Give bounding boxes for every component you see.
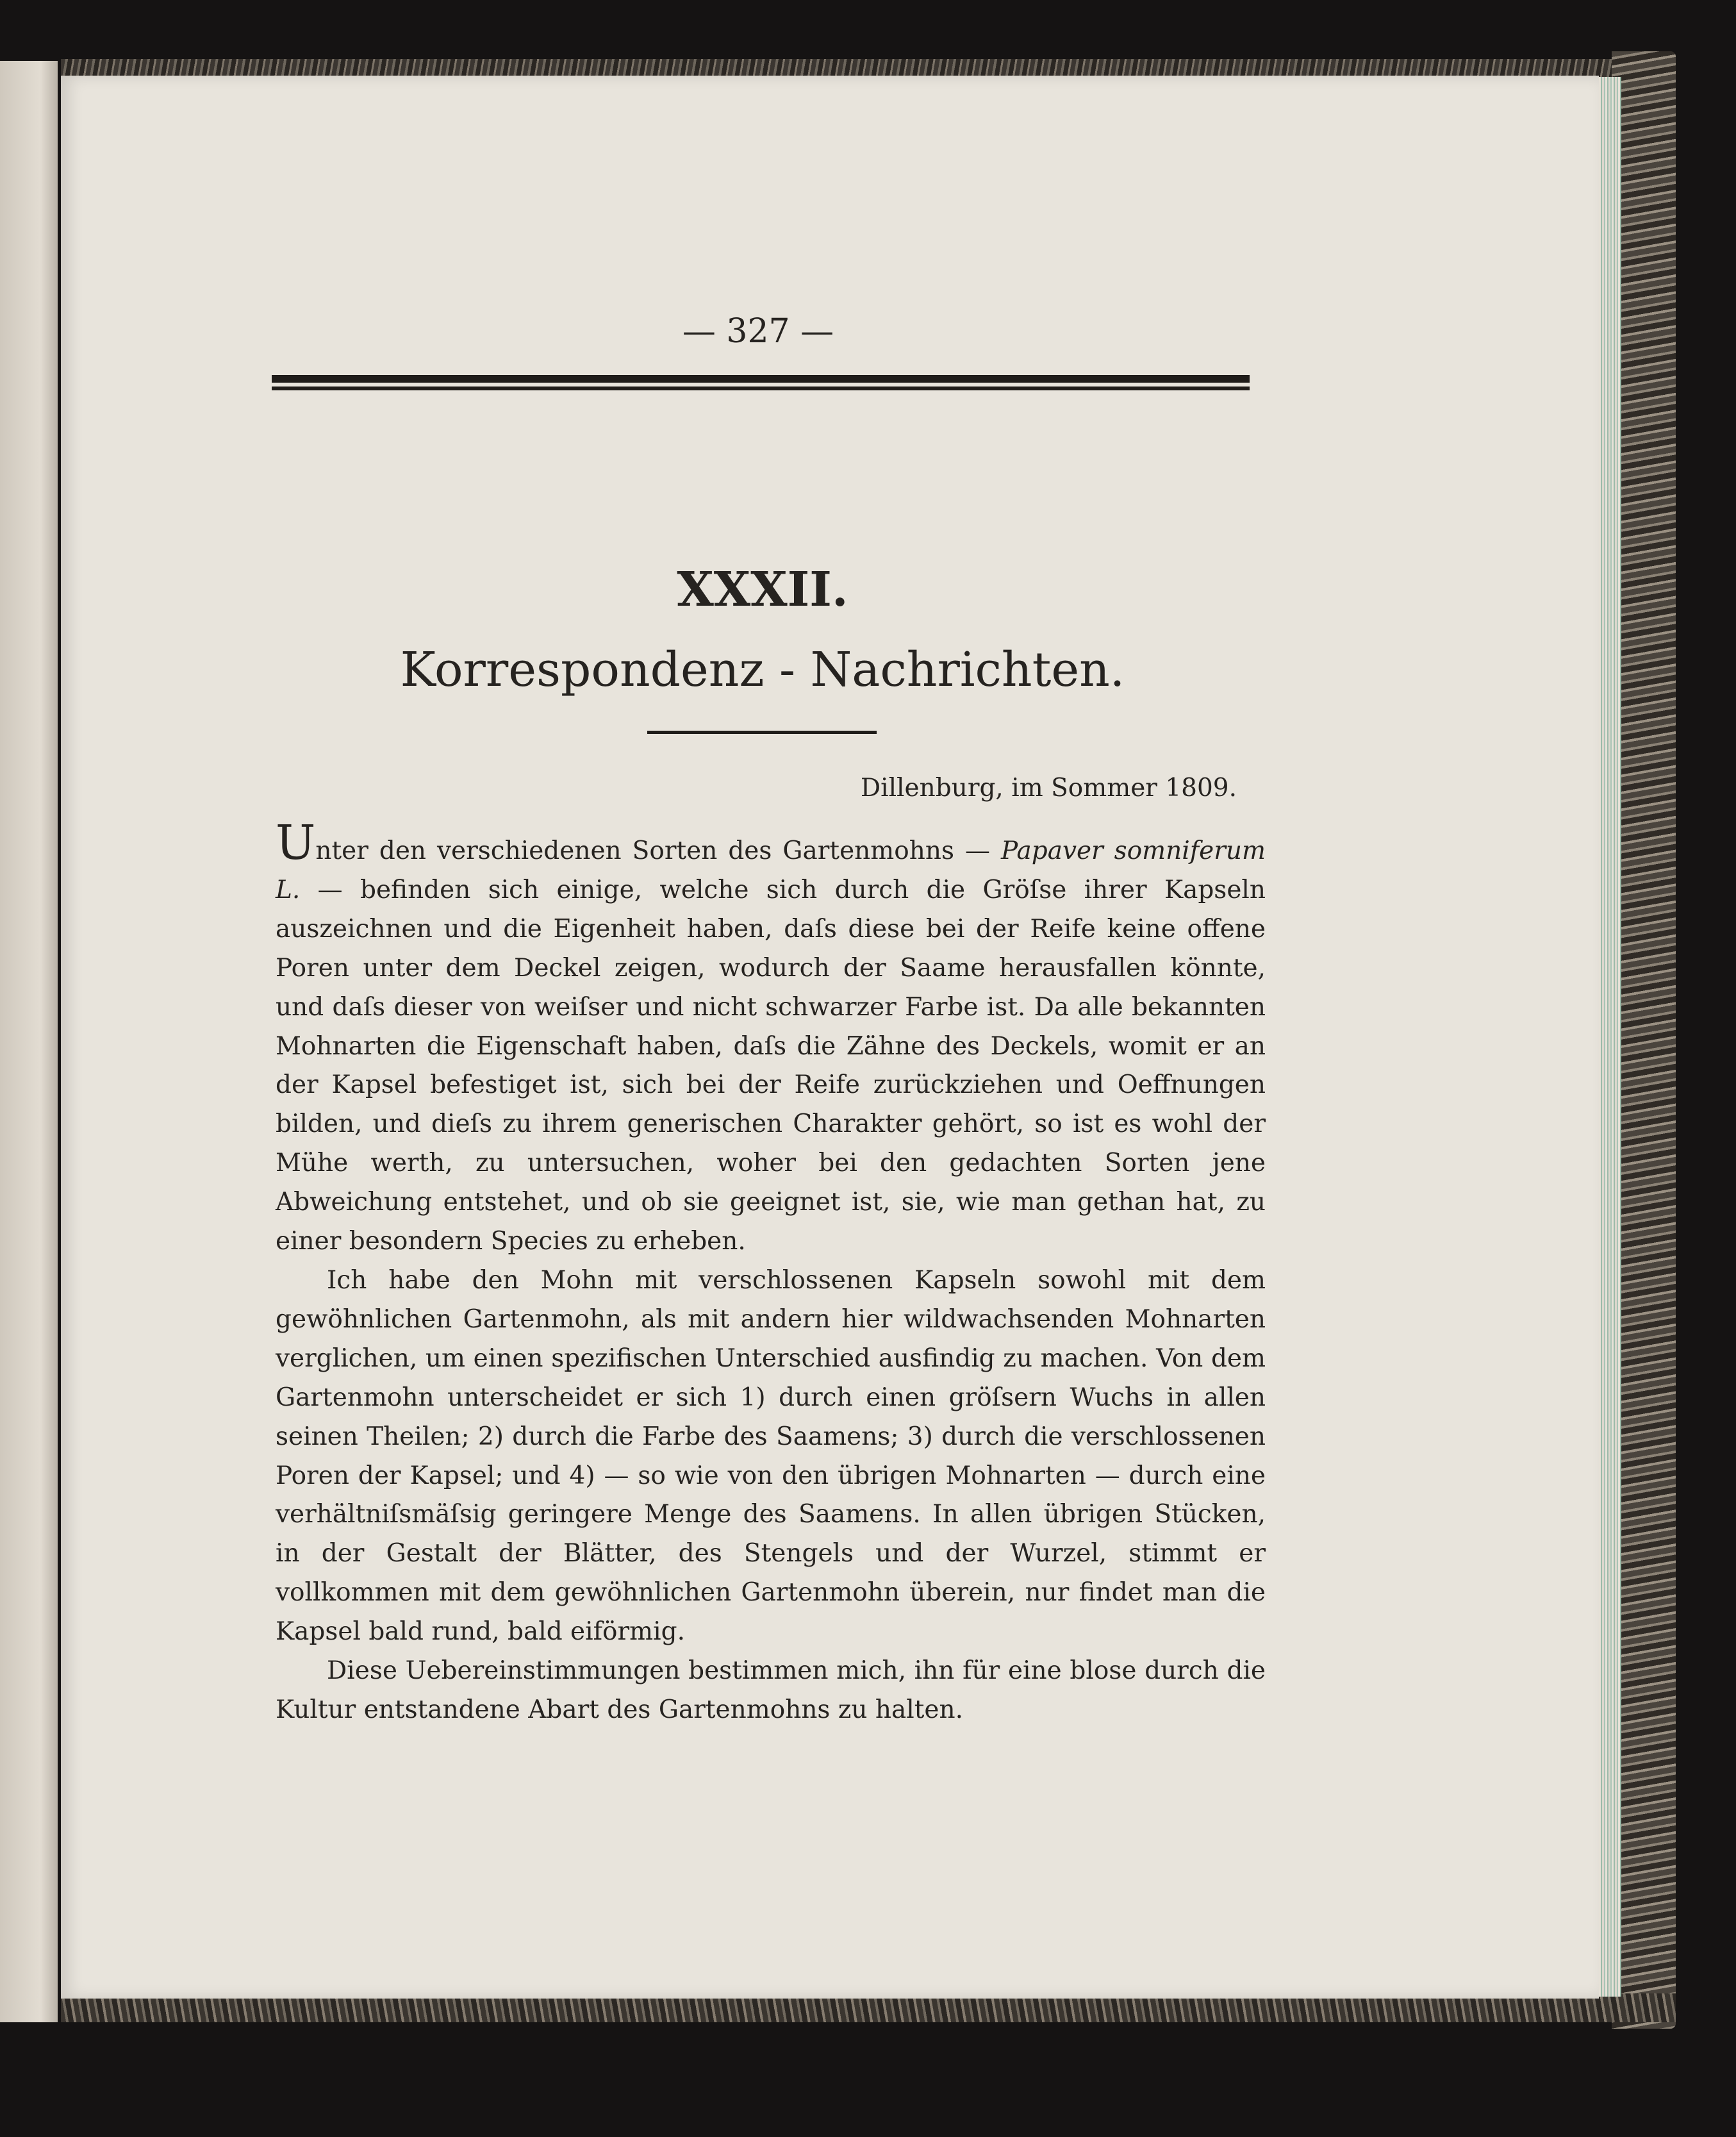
- page-number: — 327 —: [682, 312, 834, 351]
- cover-right-edge: [1612, 51, 1676, 2029]
- header-double-rule: [272, 375, 1250, 392]
- header-rule-thin: [272, 387, 1250, 390]
- paragraph-1: [276, 815, 1266, 1261]
- dateline: Dillenburg, im Sommer 1809.: [860, 774, 1237, 802]
- left-page-edge: [0, 61, 58, 2022]
- paragraph-1-segment-1: nter den verschiedenen Sorten des Gartenmohns —: [315, 836, 1001, 865]
- header-rule-thick: [272, 375, 1250, 383]
- paragraph-3: Diese Uebereinstimmungen bestimmen mich, ihn für eine blose durch die Kultur entstandene Abart des Gartenmohns zu halten.: [276, 1656, 1266, 1724]
- species-name: Papaver somniferum L.: [276, 836, 1266, 904]
- paragraph-2: Ich habe den Mohn mit verschlossenen Kapseln sowohl mit dem gewöhnlichen Gartenmohn, als mit andern hier wildwachsenden Mohnarten verglichen, um einen spezifischen Unterschied ausfindig zu machen. Von dem Gartenmohn unterscheidet er sich 1) durch einen gröſsern Wuchs in allen seinen Theilen; 2) durch die Farbe des Saamens; 3) durch die verschlossenen Poren der Kapsel; und 4) — so wie von den übrigen Mohnarten — durch eine verhältniſsmäſsig geringere Menge des Saamens. In allen übrigen Stücken, in der Gestalt der Blätter, des Stengels und der Wurzel, stimmt er vollkommen mit dem gewöhnlichen Gartenmohn überein, nur findet man die Kapsel bald rund, bald eiförmig.: [276, 1265, 1266, 1647]
- drop-cap: U: [276, 815, 316, 870]
- section-number: XXXII.: [677, 562, 848, 617]
- paragraph-1-segment-2: — befinden sich einige, welche sich durch die Gröſse ihrer Kapseln auszeichnen und die Eigenheit haben, daſs diese bei der Reife keine offene Poren unter dem Deckel zeigen, wodurch der Saame herausfallen könnte, und daſs dieser von weiſser und nicht schwarzer Farbe ist. Da alle bekannten Mohnarten die Eigenschaft haben, daſs die Zähne des Deckels, womit er an der Kapsel befestiget ist, sich bei der Reife zurückziehen und Oeffnungen bilden, und dieſs zu ihrem generischen Charakter gehört, so ist es wohl der Mühe werth, zu untersuchen, woher bei den gedachten Sorten jene Abweichung entstehet, und ob sie geeignet ist, sie, wie man gethan hat, zu einer besondern Species zu erheben.: [276, 875, 1266, 1256]
- body-text: [276, 815, 1266, 1763]
- section-title: Korrespondenz - Nachrichten.: [400, 642, 1125, 697]
- title-rule: [647, 731, 877, 734]
